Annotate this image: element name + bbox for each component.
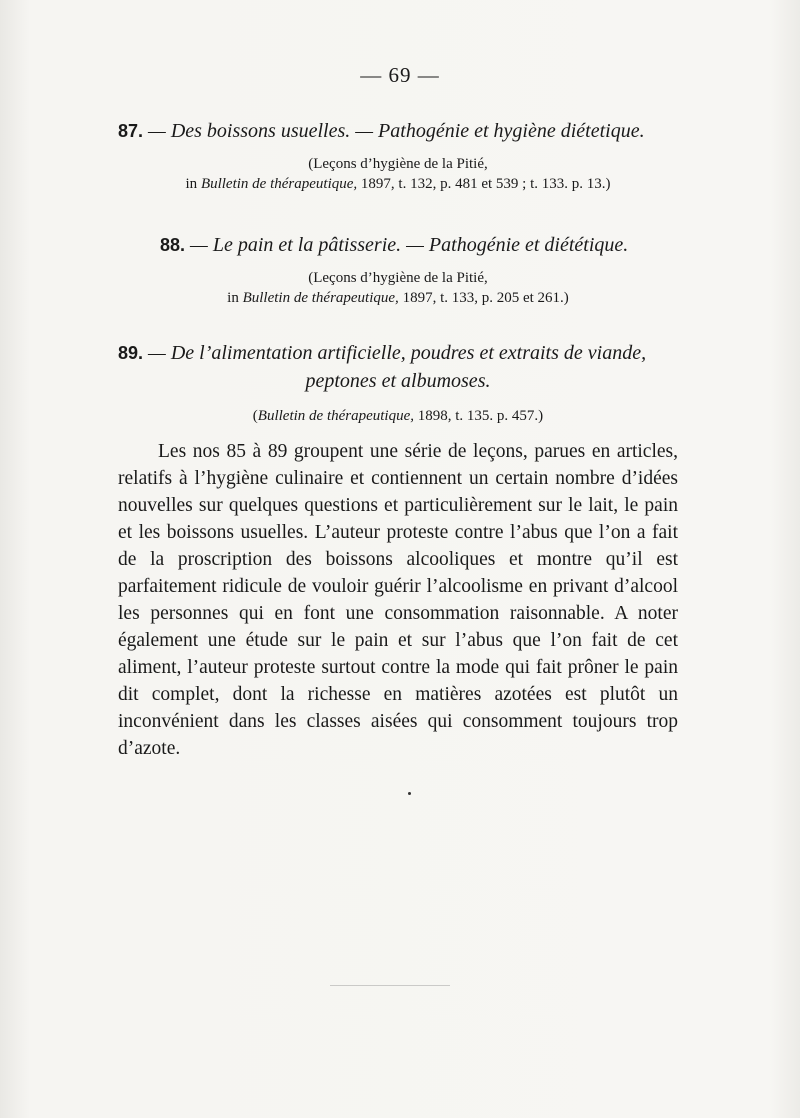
entry-title-line-2: peptones et albumoses. (305, 370, 491, 392)
entry-87 (118, 118, 678, 194)
source-line-2 (118, 174, 678, 194)
source-line-1: (Leçons d’hygiène de la Pitié, (308, 270, 488, 286)
source-details: 1898, t. 135. p. 457.) (414, 408, 544, 424)
entry-number: 87. (118, 121, 144, 141)
entry-title-text: — Des boissons usuelles. — Pathogénie et hygiène diétetique. (148, 120, 645, 142)
entry-source (118, 406, 678, 426)
journal-name: Bulletin de thérapeutique, (257, 408, 415, 424)
entry-88 (160, 232, 680, 258)
entry-title (118, 340, 678, 366)
entry-89 (118, 340, 678, 426)
entry-title (118, 118, 678, 144)
entry-88-source (118, 268, 678, 308)
entry-title-line-1: — De l’alimentation artificielle, poudres et extraits de viande, (148, 342, 647, 364)
entry-title (160, 232, 680, 258)
source-line-1: (Leçons d’hygiène de la Pitié, (308, 156, 488, 172)
entry-number: 88. (160, 235, 186, 255)
ornament-dot (408, 792, 411, 795)
entry-number: 89. (118, 343, 144, 363)
commentary-paragraph: Les nos 85 à 89 groupent une série de leçons, parues en articles, relatifs à l’hygiène culinaire et contiennent un certain nombre d’idées nouvelles sur quelques questions et particulièrement sur le lait, le pain et les boissons usuelles. L’auteur proteste contre l’abus que l’on a fait de la proscription des boissons alcooliques et montre qu’il est parfaitement ridicule de vouloir guérir l’alcoolisme en privant d’alcool les personnes qui en font une consommation raisonnable. A noter également une étude sur le pain et sur l’abus que l’on fait de cet aliment, l’auteur proteste surtout contre la mode qui fait prôner le pain dit complet, dont la richesse en matières azotées est plutôt un inconvénient dans les classes aisées qui consomment toujours trop d’azote. (118, 441, 678, 759)
source-prefix: in (185, 176, 201, 192)
show-through-rule (330, 985, 450, 986)
source-details: 1897, t. 133, p. 205 et 261.) (398, 290, 569, 306)
source-prefix: ( (252, 408, 258, 424)
journal-name: Bulletin de thérapeutique, (242, 290, 399, 306)
source-details: 1897, t. 132, p. 481 et 539 ; t. 133. p. 13.) (357, 176, 611, 192)
commentary (118, 438, 678, 762)
journal-name: Bulletin de thérapeutique, (200, 176, 358, 192)
source-prefix: in (227, 290, 243, 306)
source-line-2 (118, 288, 678, 308)
page-number: — 69 — (360, 63, 440, 87)
entry-title-text: — Le pain et la pâtisserie. — Pathogénie et diététique. (190, 234, 629, 256)
entry-source (118, 154, 678, 194)
